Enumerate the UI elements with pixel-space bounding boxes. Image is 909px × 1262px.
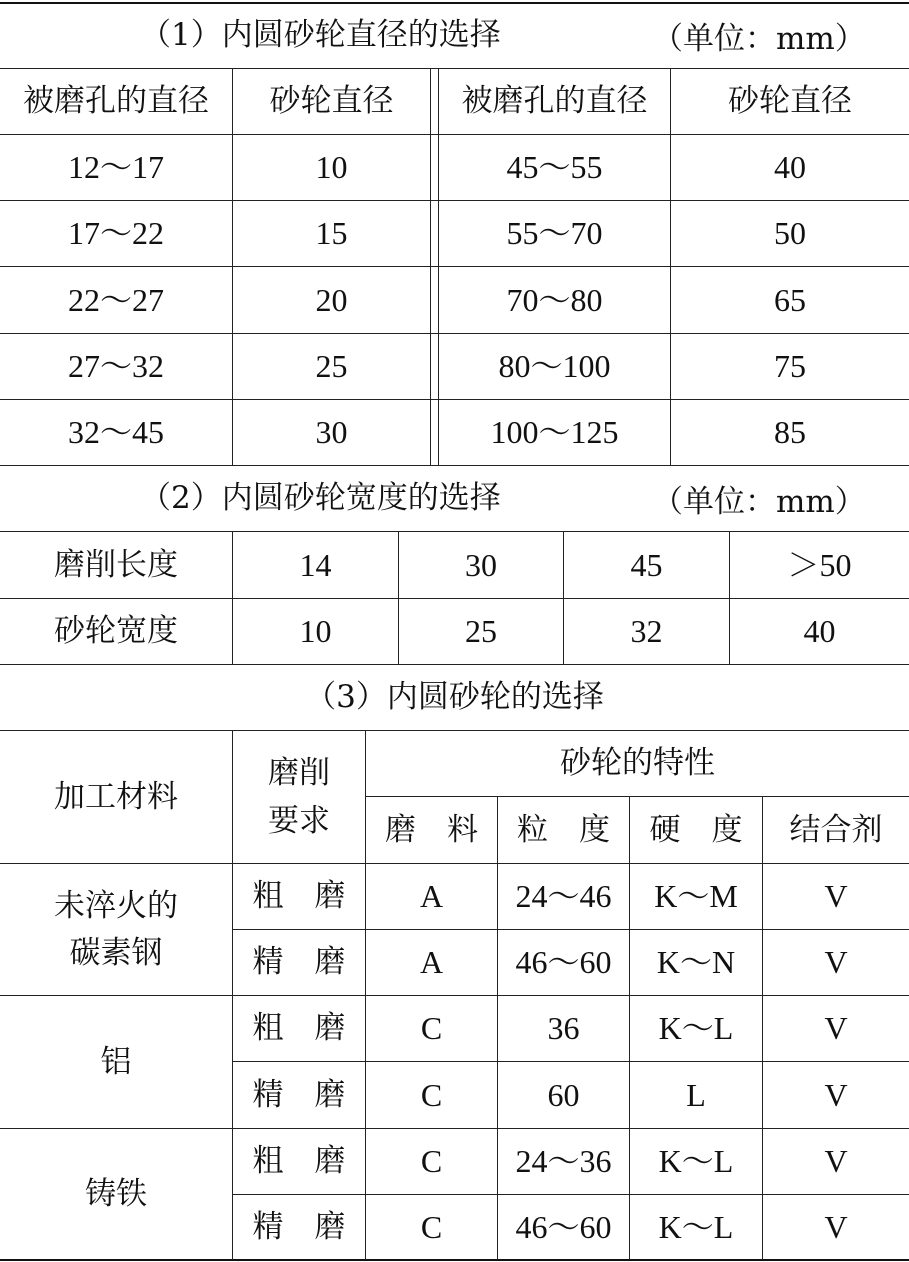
table-cell: 45 (630, 546, 663, 583)
table-cell: C (420, 1076, 443, 1113)
table-cell: 22～27 (67, 281, 164, 318)
table-cell: 36 (547, 1010, 580, 1047)
s2-row-label-width: 砂轮宽度 (54, 613, 178, 650)
table-cell: 10 (315, 149, 348, 186)
s3-material-aluminum: 铝 (100, 1043, 132, 1080)
table-cell: 55～70 (506, 215, 603, 252)
table-cell: K～L (658, 1143, 734, 1180)
table-cell: V (824, 1208, 848, 1245)
table-cell: ＞50 (787, 546, 852, 583)
table-cell: V (824, 878, 848, 915)
table-cell: 12～17 (67, 149, 164, 186)
table-cell: V (824, 944, 848, 981)
table-cell: K～L (658, 1010, 734, 1047)
table-cell: 30 (315, 414, 348, 451)
table-cell: 30 (465, 546, 497, 583)
section1-caption: （1）内圆砂轮直径的选择 (140, 17, 501, 54)
s3-subheader-bond: 结合剂 (789, 811, 883, 848)
table-cell: V (824, 1143, 848, 1180)
table-cell: 精 磨 (252, 944, 346, 981)
table-cell: 46～60 (515, 1208, 612, 1245)
table-cell: 10 (299, 613, 332, 650)
table-bottom-rule (0, 1259, 909, 1261)
table-cell: C (420, 1208, 443, 1245)
table-cell: 32～45 (67, 414, 164, 451)
table-cell: 75 (774, 348, 806, 385)
table-cell: 40 (774, 149, 806, 186)
table-cell: 85 (774, 414, 806, 451)
table-cell: 45～55 (506, 149, 603, 186)
table-cell: 精 磨 (252, 1076, 346, 1113)
table-cell: 80～100 (498, 348, 611, 385)
s3-subheader-grit: 粒 度 (517, 811, 610, 848)
table-cell: C (420, 1010, 443, 1047)
table-cell: 24～46 (515, 878, 612, 915)
table-cell: 25 (315, 348, 348, 385)
s3-header-material: 加工材料 (54, 778, 178, 815)
table-cell: V (824, 1010, 848, 1047)
table-cell: 14 (299, 546, 332, 583)
table-cell: 20 (315, 281, 348, 318)
table-cell: 70～80 (506, 281, 603, 318)
section3-caption: （3）内圆砂轮的选择 (305, 679, 604, 716)
table-cell: 27～32 (67, 348, 164, 385)
s3-header-requirement: 磨削要求 (268, 754, 330, 839)
section1-unit: （单位：mm） (652, 21, 866, 57)
table-cell: 40 (803, 613, 836, 650)
table-cell: A (419, 878, 444, 915)
table-cell: V (824, 1076, 848, 1113)
table-cell: 50 (774, 215, 806, 252)
s3-header-properties: 砂轮的特性 (560, 745, 715, 782)
table-cell: 粗 磨 (252, 1143, 346, 1180)
table-cell: 精 磨 (252, 1208, 346, 1245)
table-cell: C (420, 1143, 443, 1180)
s3-subheader-abrasive: 磨 料 (385, 811, 478, 848)
table-cell: 粗 磨 (252, 1010, 346, 1047)
s3-material-cast-iron: 铸铁 (85, 1175, 147, 1212)
s2-row-label-length: 磨削长度 (54, 546, 178, 583)
table-cell: 65 (774, 281, 806, 318)
table-cell: A (419, 944, 444, 981)
table-cell: 32 (630, 613, 663, 650)
double-rule-left (430, 68, 431, 465)
table-cell: 46～60 (515, 944, 612, 981)
table-cell: 100～125 (490, 414, 619, 451)
s3-subheader-hardness: 硬 度 (649, 811, 743, 848)
s1-header-hole-diameter-2: 被磨孔的直径 (461, 83, 648, 120)
section2-unit: （单位：mm） (652, 484, 866, 520)
table-cell: 15 (315, 215, 348, 252)
table-cell: K～M (654, 878, 738, 915)
table-cell: 60 (547, 1076, 580, 1113)
table-cell: K～L (658, 1208, 734, 1245)
table-cell: L (686, 1076, 706, 1113)
s1-header-wheel-diameter-2: 砂轮直径 (728, 83, 852, 120)
table-cell: 25 (465, 613, 497, 650)
table-cell: 17～22 (67, 215, 164, 252)
s1-header-hole-diameter: 被磨孔的直径 (23, 83, 209, 120)
section2-caption: （2）内圆砂轮宽度的选择 (140, 480, 501, 517)
table-cell: 24～36 (515, 1143, 612, 1180)
table-cell: 粗 磨 (252, 878, 346, 915)
s1-header-wheel-diameter: 砂轮直径 (269, 83, 394, 120)
s3-material-carbon-steel: 未淬火的碳素钢 (54, 888, 178, 971)
table-cell: K～N (656, 944, 736, 981)
